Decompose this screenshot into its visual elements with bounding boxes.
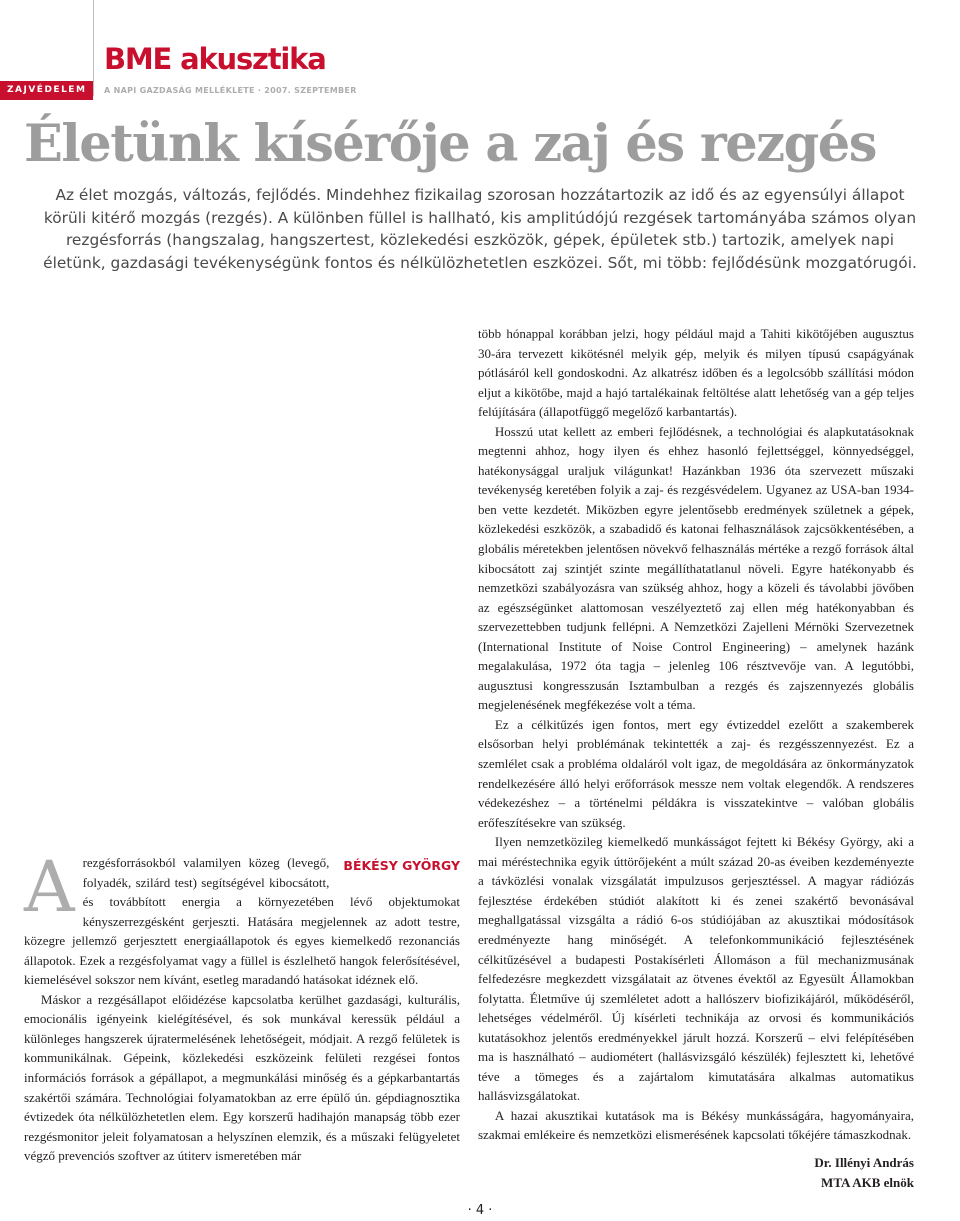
signature-name: Dr. Illényi András [814, 1154, 914, 1170]
signature-organization: MTA AKB elnök [821, 1174, 914, 1190]
section-subhead: BÉKÉSY GYÖRGY [343, 858, 460, 873]
body-paragraph: Máskor a rezgésállapot előidézése kapcsolatba kerülhet gazdasági, kulturális, emocionális igényeink kielégítésével, és sok munkával keressük például a különleges hangszerek újratermelésének lehetőségeit, módjait. A rezgő felületek is kommunikálnak. Gépeink, közlekedési eszközeink felületi rezgései fontos információs források a gépállapot, a megmunkálási minőség és a gépkarbantartás szakértői számára. Technológiai folyamatokban az erre épülő ún. gépdiagnosztika évtizedek óta nélkülözhetetlen elem. Egy korszerű hadihajón manapság több ezer rezgésmonitor jeleit folyamatosan a helyszínen elemzik, és a műszaki felügyeletet végző prevenciós szoftver az útiterv ismeretében már [24, 991, 460, 1164]
page-number: · 4 · [467, 1203, 493, 1218]
article-lead: Az élet mozgás, változás, fejlődés. Mindehhez fizikailag szorosan hozzátartozik az idő és az egyensúlyi állapot körüli kitérő mozgás (rezgés). A különben füllel is hallható, kis amplitúdójú rezgések tartományába számos olyan rezgésforrás (hangszalag, hangszertest, közlekedési eszközök, gépek, épületek stb.) tartozik, amelyek napi életünk, gazdasági tevékenységünk fontos és nélkülözhetetlen eszközei. Sőt, mi több: fejlődésünk mozgatórugói. [43, 186, 917, 272]
right-column [478, 324, 914, 1193]
article-headline: Életünk kísérője a zaj és rezgés [24, 114, 876, 174]
body-paragraph: A hazai akusztikai kutatások ma is Békésy munkásságára, hagyományaira, szakmai emlékeire és nemzetközi elismerésének kapcsolati tőkéjére támaszkodnak. [478, 1107, 914, 1143]
body-paragraph: Hosszú utat kellett az emberi fejlődésnek, a technológiai és alapkutatásoknak megtenni ahhoz, hogy ilyen és ehhez hasonló fejlettséggel, könnyedséggel, hatékonysággal uraljuk világunkat! Hazánkban 1936 óta szervezett műszaki tevékenység keretében folyik a zaj- és rezgésvédelem. Ugyanez az USA-ban 1934-ben vette kezdetét. Miközben egyre jelentősebb eredmények születnek a gépek, közlekedési eszközök, a szabadidő és katonai felhasználások zajcsökkentésében, a globális méretekben jelentősen növekvő felhasználás mértéke a rezgő források által kibocsátott zaj szintjét szinte megállíthatatlanul növeli. Egyre hatékonyabb és nemzetközi szabályozásra van szükség ahhoz, hogy a közeli és távolabbi jövőben az egészségünket alattomosan veszélyeztető zaj ellen még hatékonyabban és szervezettebben tudjunk fellépni. A Nemzetközi Zajelleni Mérnöki Szervezetnek (International Institute of Noise Control Engineering) – amelynek hazánk megalakulása, 1972 óta tagja – jelenleg 106 résztvevője van. A legutóbbi, augusztusi kongresszusán Isztambulban a rezgés és zajszennyezés globális megjelenésének megfékezése volt a téma. [478, 423, 914, 713]
left-column [24, 846, 460, 1166]
body-paragraph: rezgésforrásokból valamilyen közeg (levegő, folyadék, szilárd test) segítségével kibocsátott, és továbbított energia a környezetében lévő objektumokat kényszerrezgésként gerjeszti. Hatására megjelennek az adott testre, közegre jellemző gerjesztett energiaállapotok és egyes kiemelkedő rezonanciás állapotok. Ezek a rezgésfolyamat vagy a füllel is észlelhető hangok felerősítésével, kiemelésével sokszor nem kívánt, esetleg maradandó hatásokat idéznek elő. [24, 855, 460, 988]
signature [478, 1153, 914, 1193]
drop-cap: A [24, 846, 75, 928]
section-label: ZAJVÉDELEM [7, 85, 87, 95]
body-paragraph: több hónappal korábban jelzi, hogy például majd a Tahiti kikötőjében augusztus 30-ára tervezett kikötésnél melyik gép, melyik és milyen típusú csapágyának pótlásáról kell gondoskodni. Az alkatrész időben és a legolcsóbb szállítási módon eljut a kikötőbe, majd a hajó tartalékainak feltöltése alatt lehetőség van a gép teljes felújítására (állapotfüggő megelőző karbantartás). [478, 326, 914, 420]
body-paragraph: Ilyen nemzetközileg kiemelkedő munkásságot fejtett ki Békésy György, aki a mai méréstechnika egyik úttörőjeként a múlt század 20-as éveiben kezdeményezte a távközlési vonalak vizsgálatát impulzusos gerjesztéssel. A magyar rádiózás fejlesztése érdekében stúdiót alakított ki és zenei szakértő bevonásával meghallgatással vizsgálta a rádió 6-os stúdiójában az akusztikai módosítások eredményezte hang minőségét. A telefonkommunikáció fejlesztésének célkitűzésével a budapesti Postakísérleti Állomáson a fül mechanizmusának felfedezésre megkezdett vizsgálatait az ötvenes évektől az Egyesült Államokban folytatta. Életműve új szemléletet adott a hallószerv biofizikájáról, működéséről, lehetséges védelméről. Új kísérleti technikája az orvosi és kommunikációs kutatásokhoz jelentős eredményekkel járult hozzá. Korszerű – elvi felépítésében ma is használható – audiométert (hallásvizsgáló készülék) fejlesztett ki, lehetővé téve a tömeges és a zajártalom kimutatására alkalmas automatikus hallásvizsgálatokat. [478, 834, 914, 1104]
brand-title: BME akusztika [104, 42, 326, 76]
section-tab [0, 81, 93, 100]
body-paragraph: Ez a célkitűzés igen fontos, mert egy évtizeddel ezelőtt a szakemberek elsősorban helyi problémának tekintették a zaj- és rezgésszennyezést. Ez a szemlélet csak a probléma oldaláról volt igaz, de megoldására az önkormányzatok rendelkezésére álló helyi erőforrások messze nem voltak elegendők. A rendszeres védekezéshez – a történelmi példákra is visszatekintve – valóban globális erőfeszítésekre van szükség. [478, 716, 914, 830]
header-divider-line [93, 0, 94, 96]
supplement-line: A NAPI GAZDASÁG MELLÉKLETE · 2007. SZEPTEMBER [104, 86, 357, 95]
